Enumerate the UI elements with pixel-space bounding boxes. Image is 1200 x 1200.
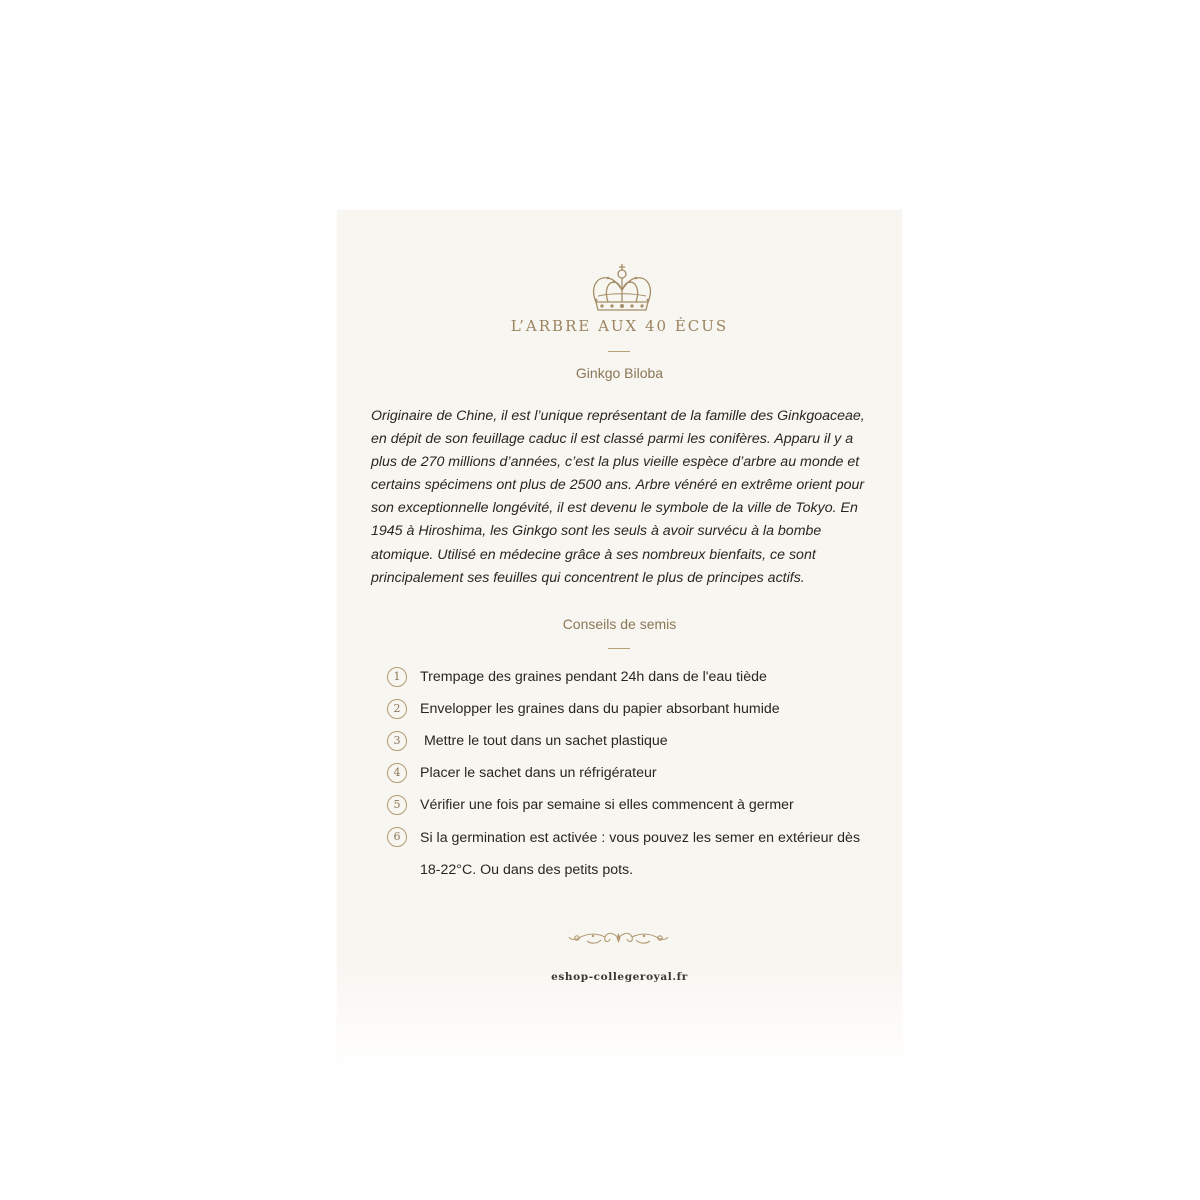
section-heading: Conseils de semis (562, 616, 677, 632)
section-divider (608, 648, 630, 649)
step-number-badge: 4 (387, 763, 407, 783)
step-item (387, 666, 877, 688)
title-divider (608, 351, 630, 352)
step-item (387, 698, 877, 720)
step-item (387, 762, 877, 784)
step-number-badge: 1 (387, 667, 407, 687)
product-subtitle: Ginkgo Biloba (575, 365, 664, 381)
step-text: Trempage des graines pendant 24h dans de l'eau tiède (420, 669, 767, 685)
seed-card (337, 210, 902, 1070)
step-text: Envelopper les graines dans du papier absorbant humide (420, 700, 780, 717)
website-url: eshop-collegeroyal.fr (551, 971, 688, 983)
ornament-flourish-icon (567, 929, 670, 947)
step-item (387, 826, 877, 886)
step-number-badge: 5 (387, 795, 407, 815)
step-item (387, 794, 877, 816)
step-text: Mettre le tout dans un sachet plastique (420, 732, 668, 749)
step-text: Vérifier une fois par semaine si elles commencent à germer (420, 796, 794, 813)
step-number-badge: 3 (387, 731, 407, 751)
crown-icon (582, 260, 662, 314)
step-number-badge: 2 (387, 699, 407, 719)
step-number-badge: 6 (387, 827, 407, 847)
step-text: Si la germination est activée : vous pouvez les semer en extérieur dès 18-22°C. Ou dans des petits pots. (420, 829, 861, 878)
product-title: L’ARBRE AUX 40 ÉCUS (510, 317, 729, 335)
step-text: Placer le sachet dans un réfrigérateur (420, 764, 657, 781)
product-description: Originaire de Chine, il est l’unique représentant de la famille des Ginkgoaceae, en dépit de son feuillage caduc il est classé parmi les conifères. Apparu il y a plus de 270 millions d’années, c’est la plus vieille espèce d’arbre au monde et certains spécimens ont plus de 2500 ans. Arbre vénéré en extrême orient pour son exceptionnelle longévité, il est devenu le symbole de la ville de Tokyo. En 1945 à Hiroshima, les Ginkgo sont les seuls à avoir survécu à la bombe atomique. Utilisé en médecine grâce à ses nombreux bienfaits, ce sont principalement ses feuilles qui concentrent le plus de principes actifs. (371, 408, 865, 586)
step-item (387, 730, 877, 752)
sowing-steps-list (387, 666, 877, 896)
